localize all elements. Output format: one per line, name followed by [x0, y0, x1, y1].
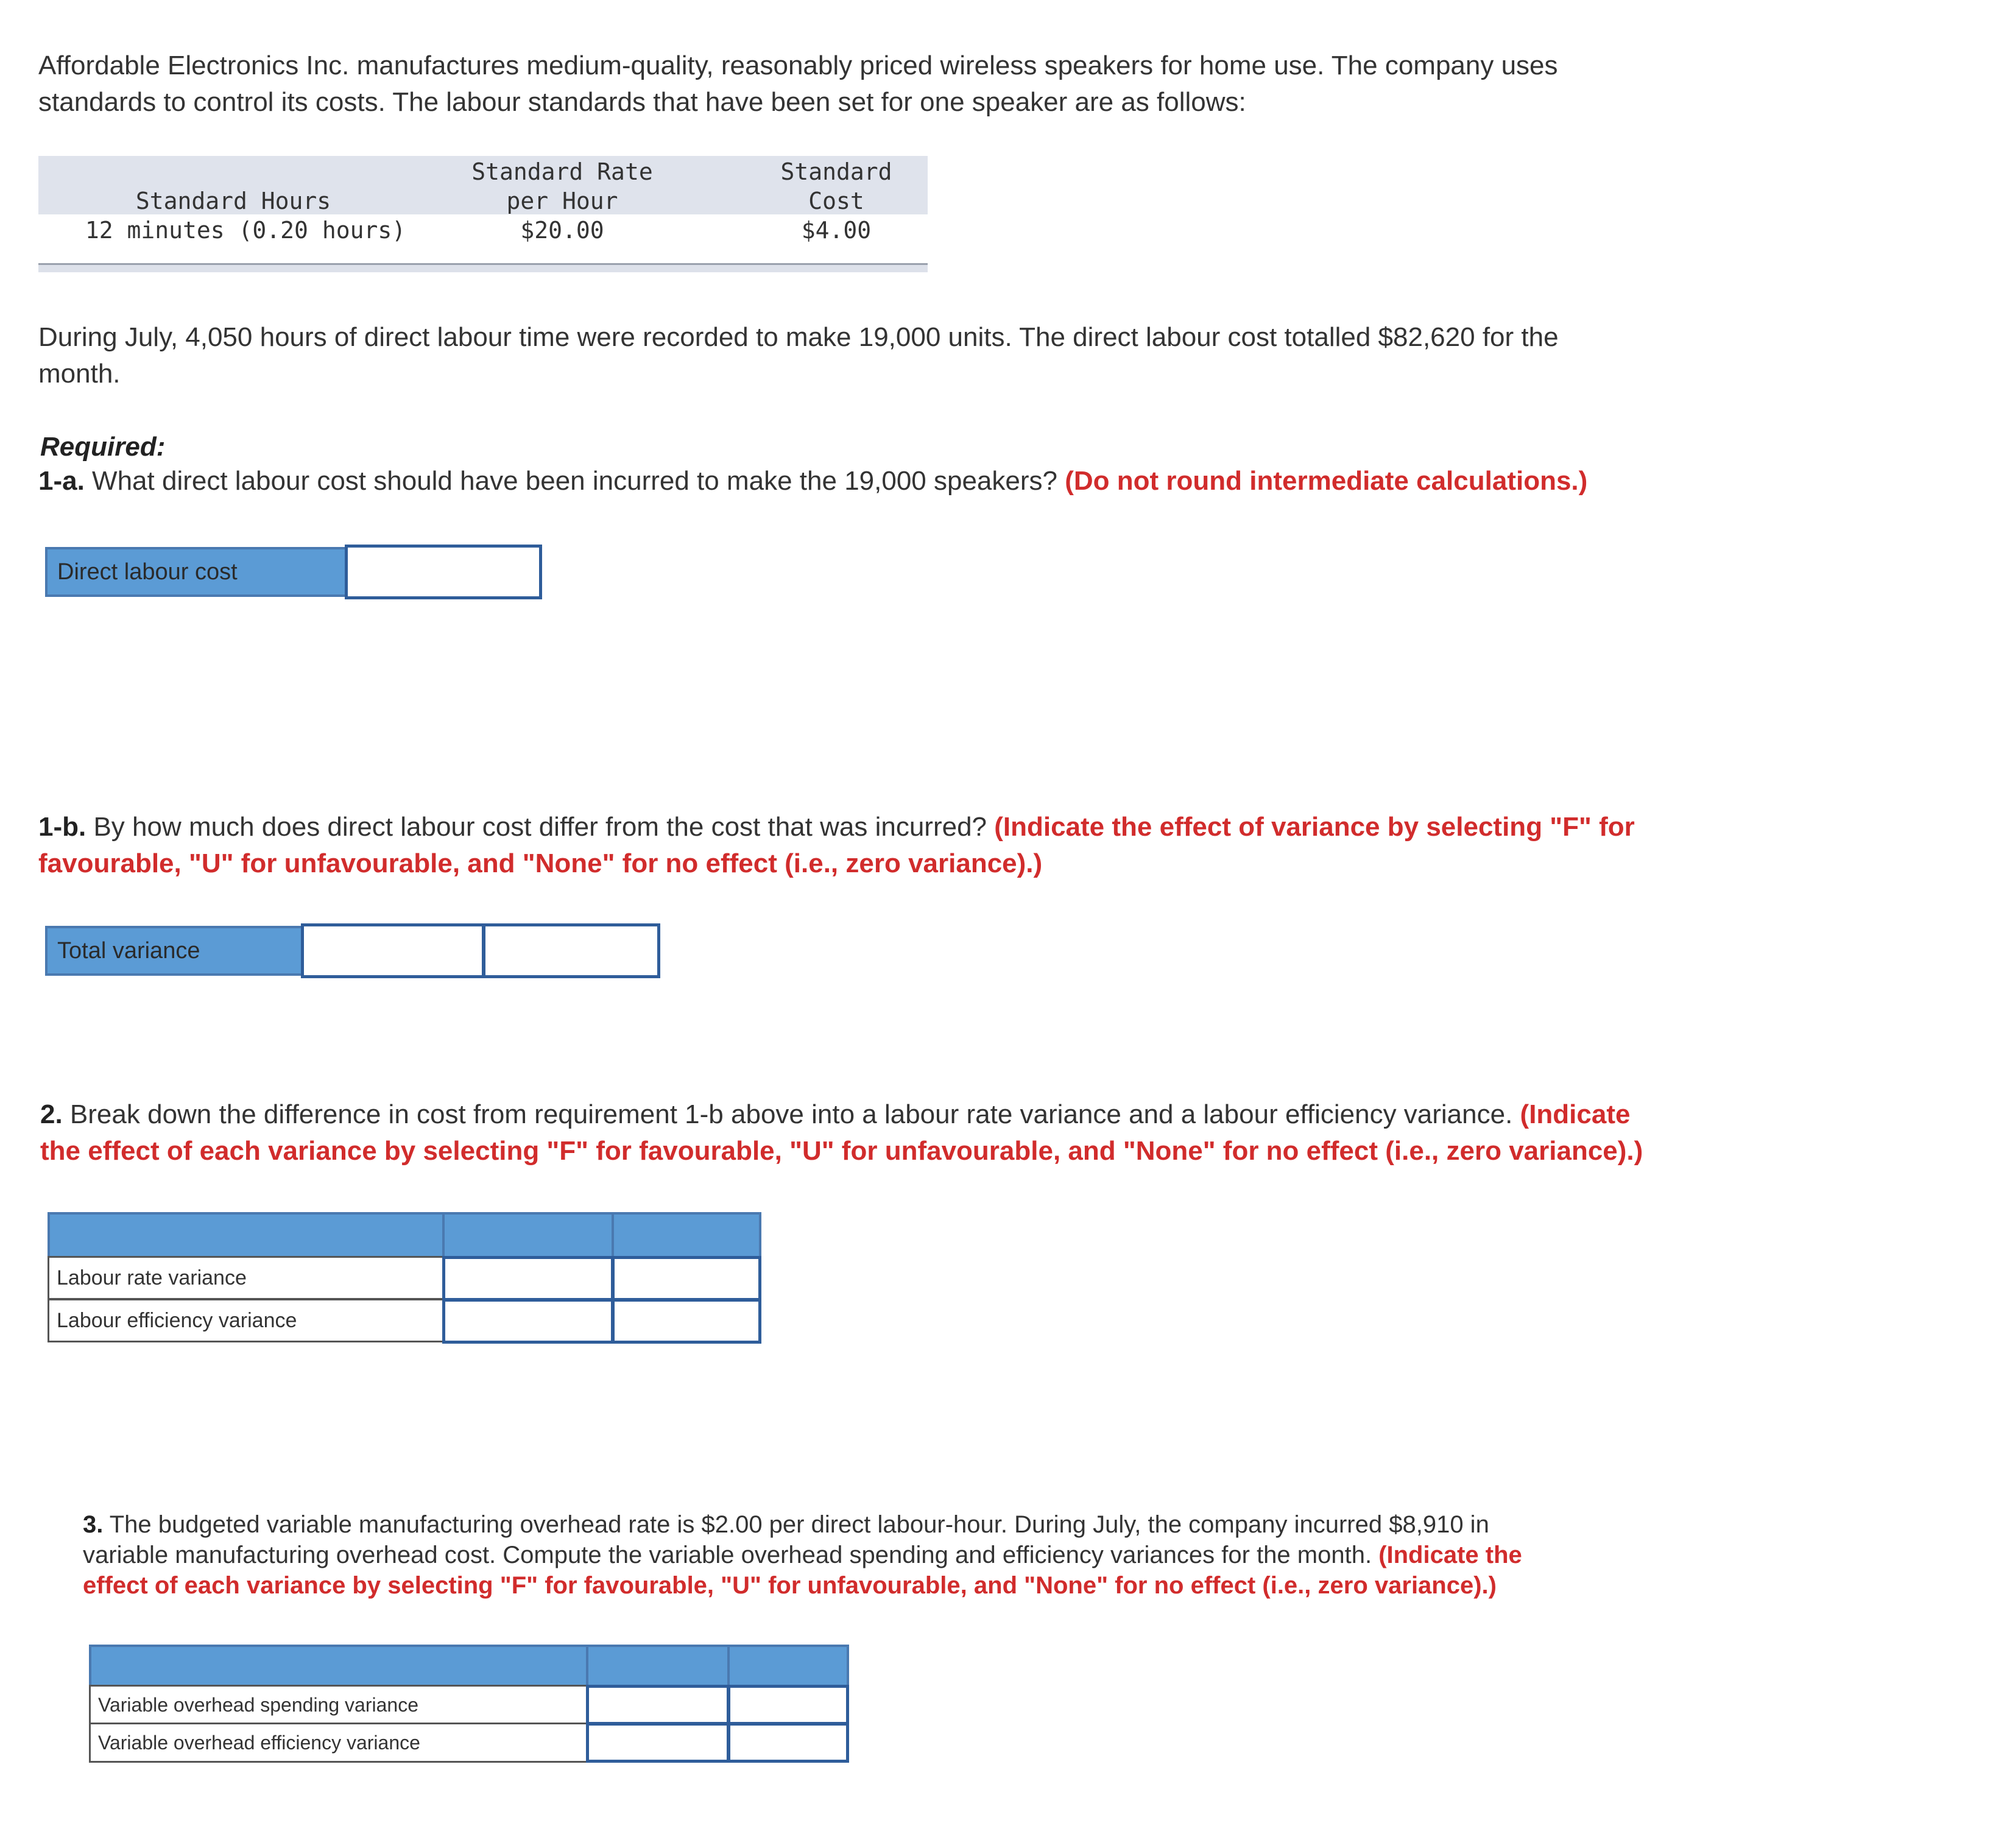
variable-overhead-spending-variance-amount-input[interactable] [586, 1685, 730, 1725]
q2-text: Break down the difference in cost from requirement 1-b above into a labour rate variance and a labour efficiency variance. [62, 1099, 1520, 1129]
question-3 [83, 1509, 1959, 1601]
total-variance-label: Total variance [45, 926, 303, 976]
intro-line-2: standards to control its costs. The labour standards that have been set for one speaker are as follows: [38, 87, 1246, 117]
variable-overhead-efficiency-variance-label: Variable overhead efficiency variance [89, 1723, 588, 1763]
direct-labour-cost-input[interactable] [345, 545, 542, 599]
labour-standards-table [38, 156, 928, 278]
std-rate-value: $20.00 [520, 217, 604, 244]
q2-instruction-line1: (Indicate [1520, 1099, 1631, 1129]
q1b-text: By how much does direct labour cost differ from the cost that was incurred? [86, 812, 995, 842]
std-rate-header-line2: per Hour [506, 188, 618, 214]
std-hours-header: Standard Hours [135, 188, 331, 214]
total-variance-effect-select[interactable] [482, 923, 660, 978]
variable-overhead-efficiency-variance-amount-input[interactable] [586, 1723, 730, 1763]
variable-overhead-spending-variance-effect-select[interactable] [727, 1685, 849, 1725]
q3-table-header-effect [727, 1645, 849, 1687]
labour-rate-variance-label: Labour rate variance [48, 1256, 445, 1300]
question-1a [38, 463, 1957, 499]
q1a-text: What direct labour cost should have been incurred to make the 19,000 speakers? [84, 466, 1065, 496]
variable-overhead-spending-variance-label: Variable overhead spending variance [89, 1685, 588, 1725]
q1a-number: 1-a. [38, 466, 85, 496]
q1b-number: 1-b. [38, 812, 86, 842]
std-cost-header-line2: Cost [808, 188, 864, 214]
std-rate-header-line1: Standard Rate [471, 158, 653, 185]
variable-overhead-efficiency-variance-effect-select[interactable] [727, 1723, 849, 1763]
q2-table-header-label [48, 1212, 445, 1258]
q2-table-header-amount [442, 1212, 614, 1258]
intro-line-1: Affordable Electronics Inc. manufactures medium-quality, reasonably priced wireless speakers for home use. The company uses [38, 51, 1558, 80]
q3-table-header-amount [586, 1645, 730, 1687]
labour-rate-variance-effect-select[interactable] [612, 1256, 761, 1301]
direct-labour-cost-label: Direct labour cost [45, 547, 347, 597]
q3-table-header-label [89, 1645, 588, 1687]
q3-number: 3. [83, 1511, 104, 1538]
question-2 [40, 1096, 1977, 1169]
question-1b [38, 809, 1975, 882]
labour-rate-variance-amount-input[interactable] [442, 1256, 614, 1301]
q2-number: 2. [40, 1099, 63, 1129]
q3-instruction-line3: effect of each variance by selecting "F" for favourable, "U" for unfavourable, and "None" for no effect (i.e., zero variance).) [83, 1572, 1497, 1599]
facts-paragraph [38, 319, 1957, 392]
labour-efficiency-variance-label: Labour efficiency variance [48, 1299, 445, 1342]
labour-efficiency-variance-effect-select[interactable] [612, 1299, 761, 1344]
standards-table-bottom-rule [38, 263, 928, 272]
std-cost-value: $4.00 [801, 217, 872, 244]
q2-table-header-effect [612, 1212, 761, 1258]
std-cost-header-line1: Standard [780, 158, 892, 185]
total-variance-amount-input[interactable] [301, 923, 485, 978]
labour-efficiency-variance-amount-input[interactable] [442, 1299, 614, 1344]
q1a-instruction: (Do not round intermediate calculations.) [1065, 466, 1588, 496]
q2-instruction-line2: the effect of each variance by selecting "F" for favourable, "U" for unfavourable, and "None" for no effect (i.e., zero variance).) [40, 1136, 1643, 1166]
q3-line2: variable manufacturing overhead cost. Compute the variable overhead spending and efficiency variances for the month. [83, 1542, 1379, 1568]
facts-line-2: month. [38, 359, 121, 389]
intro-paragraph [38, 48, 1957, 121]
q3-instruction-line2: (Indicate the [1378, 1542, 1522, 1568]
q1b-instruction-line1: (Indicate the effect of variance by selecting "F" for [994, 812, 1635, 842]
facts-line-1: During July, 4,050 hours of direct labour time were recorded to make 19,000 units. The direct labour cost totalled $82,620 for the [38, 322, 1559, 352]
q3-line1: The budgeted variable manufacturing overhead rate is $2.00 per direct labour-hour. During July, the company incurred $8,910 in [103, 1511, 1489, 1538]
required-heading: Required: [40, 432, 166, 462]
q1b-instruction-line2: favourable, "U" for unfavourable, and "None" for no effect (i.e., zero variance).) [38, 848, 1043, 878]
std-hours-value: 12 minutes (0.20 hours) [85, 217, 406, 244]
